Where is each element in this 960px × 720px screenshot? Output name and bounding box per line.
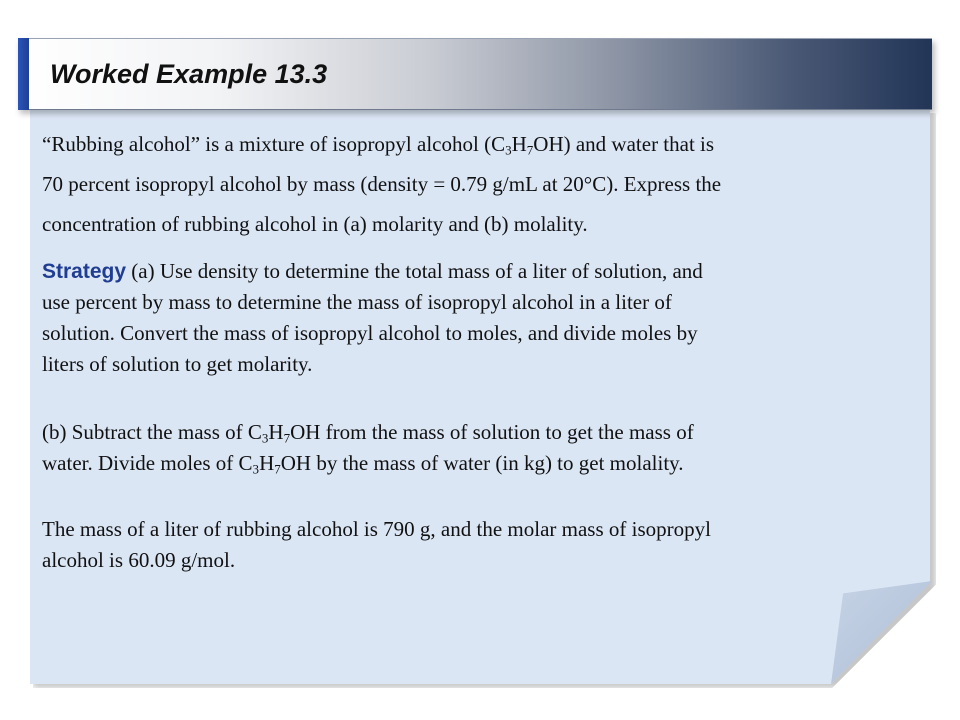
strategy-line-4: liters of solution to get molarity.	[42, 352, 313, 376]
problem-line-1: “Rubbing alcohol” is a mixture of isopropyl alcohol $(C_3H_7OH)$ and water that is	[42, 132, 715, 158]
problem-statement	[42, 124, 922, 244]
problem-line-2: 70 percent isopropyl alcohol by mass (density = 0.79 g/mL at 20°C). Express the	[42, 172, 722, 196]
strategy-line-1: Strategy (a) Use density to determine the total mass of a liter of solution, and	[42, 259, 703, 283]
part-b-line-1: (b) Subtract the mass of $C_3H_7OH$ from the mass of solution to get the mass of	[42, 420, 694, 446]
problem-line-3: concentration of rubbing alcohol in (a) molarity and (b) molality.	[42, 212, 588, 236]
given-line-2: alcohol is 60.09 g/mol.	[42, 548, 236, 572]
strategy-line-3: solution. Convert the mass of isopropyl alcohol to moles, and divide moles by	[42, 321, 698, 345]
strategy-part-b	[42, 417, 922, 479]
given-line-1: The mass of a liter of rubbing alcohol is 790 g, and the molar mass of isopropyl	[42, 517, 711, 541]
part-b-line-2: water. Divide moles of $C_3H_7OH$ by the mass of water (in kg) to get molality.	[42, 451, 684, 477]
strategy-line-2: use percent by mass to determine the mass of isopropyl alcohol in a liter of	[42, 290, 672, 314]
strategy-paragraph	[42, 256, 922, 380]
page-title: Worked Example 13.3	[50, 59, 328, 89]
strategy-label: Strategy	[42, 260, 127, 283]
header-accent-stripe	[18, 38, 29, 110]
given-data-paragraph	[42, 514, 922, 576]
